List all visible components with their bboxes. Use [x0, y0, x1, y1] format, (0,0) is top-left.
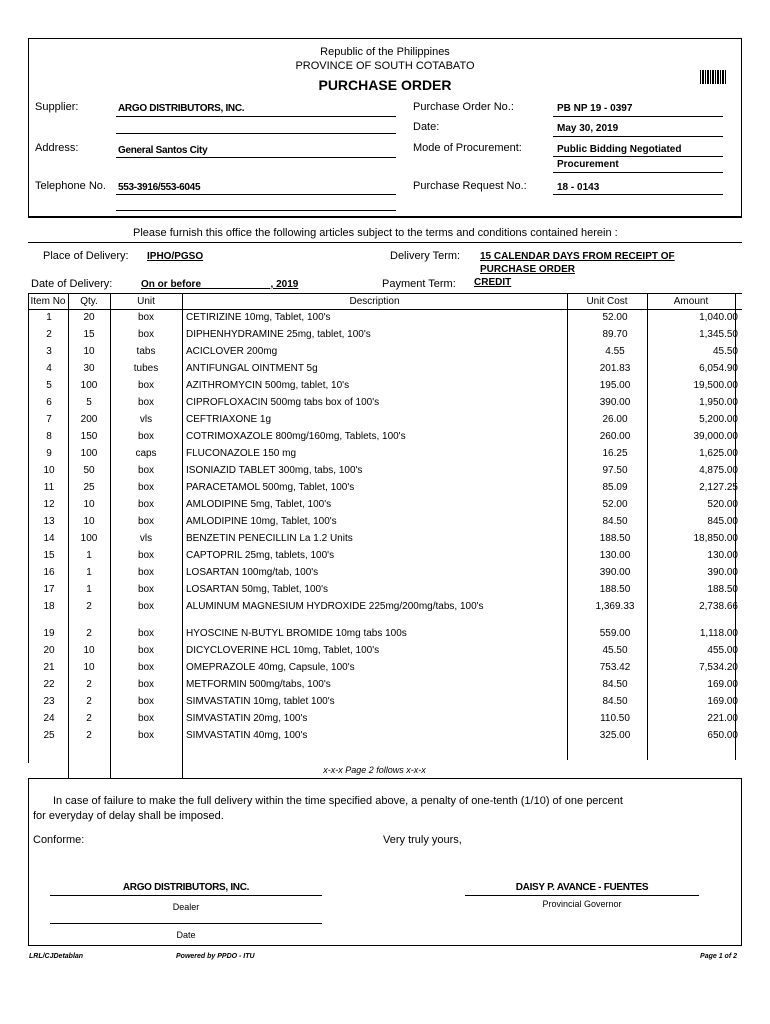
barcode-icon [700, 70, 726, 84]
table-row [30, 514, 740, 531]
table-row [30, 582, 740, 599]
description-cell: CEFTRIAXONE 1g [186, 414, 272, 425]
amount-cell: 2,127.25 [699, 482, 738, 493]
amount-cell: 45.50 [712, 346, 738, 357]
unit-cell: box [137, 696, 155, 707]
signature-date-label: Date [176, 930, 196, 940]
mode-label: Mode of Procurement: [413, 142, 522, 154]
unit-cost-cell: 260.00 [599, 431, 631, 442]
unit-cell: box [137, 601, 155, 612]
item-no-cell: 19 [43, 628, 55, 639]
amount-cell: 845.00 [707, 516, 738, 527]
item-no-cell: 1 [46, 312, 52, 323]
table-row [30, 711, 740, 728]
description-cell: OMEPRAZOLE 40mg, Capsule, 100's [186, 662, 355, 673]
qty-cell: 1 [86, 584, 92, 595]
item-no-cell: 25 [43, 730, 55, 741]
payment-term-value: CREDIT [474, 277, 512, 288]
unit-cell: tubes [133, 363, 159, 374]
amount-cell: 1,625.00 [699, 448, 738, 459]
amount-cell: 1,040.00 [699, 312, 738, 323]
official-name: DAISY P. AVANCE - FUENTES [515, 882, 649, 893]
item-no-cell: 22 [43, 679, 55, 690]
table-row [30, 429, 740, 446]
mode-value-2: Procurement [557, 159, 619, 170]
unit-cell: box [137, 329, 155, 340]
date-of-delivery-value: On or before ____________, 2019 [141, 279, 299, 290]
amount-cell: 5,200.00 [699, 414, 738, 425]
description-cell: DICYCLOVERINE HCL 10mg, Tablet, 100's [186, 645, 380, 656]
unit-cost-cell: 110.50 [600, 713, 630, 724]
item-no-cell: 12 [43, 499, 55, 510]
qty-cell: 2 [86, 713, 92, 724]
supplier-underline [116, 116, 396, 117]
description-cell: AZITHROMYCIN 500mg, tablet, 10's [186, 380, 350, 391]
unit-cell: box [137, 730, 155, 741]
province-text: PROVINCE OF SOUTH COTABATO [295, 60, 475, 72]
unit-cost-cell: 97.50 [602, 465, 628, 476]
telephone-underline [116, 194, 396, 195]
table-row [30, 677, 740, 694]
unit-cell: box [137, 397, 155, 408]
unit-cost-cell: 195.00 [599, 380, 631, 391]
footer-initials: LRL/CJDetablan [29, 953, 84, 960]
unit-cell: box [137, 465, 155, 476]
qty-cell: 5 [86, 397, 92, 408]
closing-text: Very truly yours, [383, 834, 462, 846]
po-label: Purchase Order No.: [413, 101, 514, 113]
table-row [30, 395, 740, 412]
unit-cost-cell: 188.50 [599, 584, 631, 595]
table-row [30, 480, 740, 497]
continuation-note: x-x-x Page 2 follows x-x-x [323, 765, 426, 775]
unit-cell: box [137, 567, 155, 578]
table-row [30, 531, 740, 548]
header-divider [28, 216, 742, 217]
item-no-cell: 4 [46, 363, 52, 374]
qty-cell: 2 [86, 730, 92, 741]
description-cell: CETIRIZINE 10mg, Tablet, 100's [186, 312, 331, 323]
amount-cell: 7,534.20 [699, 662, 738, 673]
description-cell: SIMVASTATIN 20mg, 100's [186, 713, 308, 724]
table-row [30, 463, 740, 480]
item-no-cell: 17 [43, 584, 55, 595]
place-of-delivery-label: Place of Delivery: [43, 250, 129, 262]
pr-underline [553, 194, 723, 195]
unit-cell: box [137, 431, 155, 442]
description-cell: ISONIAZID TABLET 300mg, tabs, 100's [186, 465, 363, 476]
table-row [30, 565, 740, 582]
unit-cost-cell: 1,369.33 [595, 601, 635, 612]
unit-cost-cell: 390.00 [599, 397, 631, 408]
item-no-cell: 9 [46, 448, 52, 459]
table-left-border [28, 293, 29, 763]
amount-cell: 130.00 [707, 550, 738, 561]
amount-cell: 169.00 [707, 696, 738, 707]
date-signature-line [50, 923, 322, 924]
description-cell: AMLODIPINE 5mg, Tablet, 100's [186, 499, 332, 510]
description-cell: AMLODIPINE 10mg, Tablet, 100's [186, 516, 337, 527]
item-no-cell: 15 [43, 550, 55, 561]
description-cell: LOSARTAN 100mg/tab, 100's [186, 567, 319, 578]
table-row [30, 694, 740, 711]
table-row [30, 599, 740, 626]
amount-cell: 650.00 [707, 730, 738, 741]
unit-cost-cell: 26.00 [602, 414, 628, 425]
unit-cost-cell: 16.25 [602, 448, 628, 459]
page-title: PURCHASE ORDER [318, 77, 452, 93]
footer-page-number: Page 1 of 2 [700, 953, 737, 960]
qty-cell: 2 [86, 696, 92, 707]
date-underline [553, 136, 723, 137]
description-cell: LOSARTAN 50mg, Tablet, 100's [186, 584, 328, 595]
header-unit-cost: Unit Cost [586, 296, 628, 307]
amount-cell: 221.00 [707, 713, 738, 724]
unit-cost-cell: 84.50 [602, 696, 628, 707]
description-cell: ACICLOVER 200mg [186, 346, 278, 357]
telephone-value: 553-3916/553-6045 [118, 182, 201, 193]
qty-cell: 200 [80, 414, 98, 425]
amount-cell: 390.00 [707, 567, 738, 578]
telephone-underline-2 [116, 210, 396, 211]
supplier-value: ARGO DISTRIBUTORS, INC. [118, 103, 245, 114]
qty-cell: 2 [86, 601, 92, 612]
description-cell: SIMVASTATIN 10mg, tablet 100's [186, 696, 335, 707]
address-value: General Santos City [118, 145, 208, 156]
amount-cell: 1,950.00 [699, 397, 738, 408]
item-no-cell: 10 [43, 465, 55, 476]
table-row [30, 344, 740, 361]
item-no-cell: 6 [46, 397, 52, 408]
unit-cost-cell: 559.00 [599, 628, 631, 639]
table-row [30, 412, 740, 429]
qty-cell: 2 [86, 679, 92, 690]
unit-cell: vls [139, 533, 153, 544]
official-title: Provincial Governor [542, 899, 622, 909]
unit-cell: box [137, 312, 155, 323]
item-no-cell: 23 [43, 696, 55, 707]
mode-underline-2 [553, 172, 723, 173]
qty-cell: 10 [83, 662, 95, 673]
amount-cell: 2,738.66 [699, 601, 738, 612]
po-value: PB NP 19 - 0397 [557, 103, 633, 114]
unit-cost-cell: 89.70 [602, 329, 628, 340]
mode-underline [553, 156, 723, 157]
qty-cell: 100 [80, 448, 98, 459]
unit-cell: box [137, 628, 155, 639]
qty-cell: 10 [83, 645, 95, 656]
dealer-name: ARGO DISTRIBUTORS, INC. [122, 882, 250, 893]
unit-cost-cell: 325.00 [599, 730, 631, 741]
description-cell: FLUCONAZOLE 150 mg [186, 448, 297, 459]
unit-cost-cell: 390.00 [599, 567, 631, 578]
item-no-cell: 8 [46, 431, 52, 442]
description-cell: SIMVASTATIN 40mg, 100's [186, 730, 308, 741]
description-cell: COTRIMOXAZOLE 800mg/160mg, Tablets, 100's [186, 431, 406, 442]
amount-cell: 6,054.90 [699, 363, 738, 374]
unit-cell: box [137, 482, 155, 493]
delivery-term-label: Delivery Term: [390, 250, 461, 262]
qty-cell: 2 [86, 628, 92, 639]
unit-cell: box [137, 499, 155, 510]
amount-cell: 19,500.00 [693, 380, 738, 391]
header-item-no: Item No [30, 296, 66, 307]
header-amount: Amount [673, 296, 709, 307]
qty-cell: 10 [83, 346, 95, 357]
qty-cell: 100 [80, 533, 98, 544]
table-row [30, 497, 740, 514]
amount-cell: 39,000.00 [693, 431, 738, 442]
address-label: Address: [35, 142, 79, 154]
amount-cell: 18,850.00 [693, 533, 738, 544]
unit-cell: box [137, 713, 155, 724]
unit-cost-cell: 52.00 [602, 312, 628, 323]
qty-cell: 20 [83, 312, 95, 323]
header-qty: Qty. [80, 296, 98, 307]
table-row [30, 378, 740, 395]
description-cell: METFORMIN 500mg/tabs, 100's [186, 679, 331, 690]
unit-cell: tabs [136, 346, 156, 357]
po-underline [553, 116, 723, 117]
unit-cost-cell: 130.00 [599, 550, 631, 561]
item-no-cell: 21 [43, 662, 55, 673]
unit-cost-cell: 4.55 [605, 346, 625, 357]
unit-cost-cell: 188.50 [599, 533, 631, 544]
qty-cell: 100 [80, 380, 98, 391]
item-no-cell: 3 [46, 346, 52, 357]
unit-cost-cell: 45.50 [602, 645, 628, 656]
amount-cell: 169.00 [707, 679, 738, 690]
delivery-term-value-2: PURCHASE ORDER [480, 264, 576, 275]
pr-label: Purchase Request No.: [413, 180, 527, 192]
delivery-term-value-1: 15 CALENDAR DAYS FROM RECEIPT OF [480, 251, 675, 262]
penalty-line-1: In case of failure to make the full delivery within the time specified above, a penalty of one-tenth (1/10) of one percent [53, 795, 623, 807]
description-cell: CIPROFLOXACIN 500mg tabs box of 100's [186, 397, 380, 408]
unit-cell: box [137, 645, 155, 656]
amount-cell: 520.00 [707, 499, 738, 510]
unit-cost-cell: 52.00 [602, 499, 628, 510]
description-cell: PARACETAMOL 500mg, Tablet, 100's [186, 482, 355, 493]
table-row [30, 327, 740, 344]
item-no-cell: 14 [43, 533, 55, 544]
item-no-cell: 24 [43, 713, 55, 724]
amount-cell: 1,118.00 [699, 628, 738, 639]
qty-cell: 10 [83, 499, 95, 510]
table-top-line [28, 293, 742, 294]
description-cell: ALUMINUM MAGNESIUM HYDROXIDE 225mg/200mg/tabs, 100's [186, 601, 484, 612]
table-row [30, 310, 740, 327]
unit-cell: vls [139, 414, 153, 425]
unit-cell: box [137, 584, 155, 595]
qty-cell: 15 [83, 329, 95, 340]
table-row [30, 548, 740, 565]
official-signature-line [465, 895, 699, 896]
unit-cell: box [137, 516, 155, 527]
table-row [30, 728, 740, 745]
table-row [30, 626, 740, 643]
item-no-cell: 20 [43, 645, 55, 656]
amount-cell: 455.00 [707, 645, 738, 656]
table-row [30, 446, 740, 463]
header-description: Description [349, 296, 400, 307]
item-no-cell: 7 [46, 414, 52, 425]
date-label: Date: [413, 121, 440, 133]
telephone-label: Telephone No. [35, 180, 106, 192]
description-cell: CAPTOPRIL 25mg, tablets, 100's [186, 550, 335, 561]
description-cell: ANTIFUNGAL OINTMENT 5g [186, 363, 318, 374]
item-no-cell: 18 [43, 601, 55, 612]
pr-value: 18 - 0143 [557, 182, 600, 193]
qty-cell: 1 [86, 567, 92, 578]
table-row [30, 660, 740, 677]
unit-cell: box [137, 679, 155, 690]
unit-cost-cell: 201.83 [599, 363, 631, 374]
item-no-cell: 13 [43, 516, 55, 527]
item-no-cell: 16 [43, 567, 55, 578]
unit-cost-cell: 753.42 [599, 662, 631, 673]
date-value: May 30, 2019 [557, 123, 619, 134]
amount-cell: 188.50 [707, 584, 738, 595]
item-no-cell: 5 [46, 380, 52, 391]
unit-cost-cell: 84.50 [602, 679, 628, 690]
supplier-underline-2 [116, 133, 396, 134]
table-row [30, 361, 740, 378]
unit-cell: box [137, 662, 155, 673]
unit-cell: box [137, 380, 155, 391]
payment-term-label: Payment Term: [382, 278, 456, 290]
supplier-label: Supplier: [35, 101, 79, 113]
unit-cell: box [137, 550, 155, 561]
qty-cell: 50 [83, 465, 95, 476]
description-cell: DIPHENHYDRAMINE 25mg, tablet, 100's [186, 329, 371, 340]
instructions-text: Please furnish this office the following articles subject to the terms and conditions contained herein : [133, 227, 618, 239]
qty-cell: 1 [86, 550, 92, 561]
address-underline [116, 157, 396, 158]
description-cell: BENZETIN PENECILLIN La 1.2 Units [186, 533, 353, 544]
footer-powered-by: Powered by PPDO - ITU [176, 953, 255, 960]
dealer-label: Dealer [172, 902, 200, 912]
penalty-line-2: for everyday of delay shall be imposed. [33, 810, 224, 822]
table-row [30, 643, 740, 660]
header-unit: Unit [137, 296, 155, 307]
amount-cell: 1,345.50 [699, 329, 738, 340]
item-no-cell: 2 [46, 329, 52, 340]
qty-cell: 10 [83, 516, 95, 527]
republic-text: Republic of the Philippines [320, 46, 450, 58]
amount-cell: 4,875.00 [699, 465, 738, 476]
unit-cost-cell: 85.09 [602, 482, 628, 493]
unit-cost-cell: 84.50 [602, 516, 628, 527]
qty-cell: 150 [80, 431, 98, 442]
conforme-label: Conforme: [33, 834, 85, 846]
qty-cell: 30 [83, 363, 95, 374]
dealer-signature-line [50, 895, 322, 896]
place-of-delivery-value: IPHO/PGSO [147, 251, 204, 262]
description-cell: HYOSCINE N-BUTYL BROMIDE 10mg tabs 100s [186, 628, 407, 639]
instructions-divider [28, 242, 742, 243]
item-no-cell: 11 [43, 482, 55, 493]
date-of-delivery-label: Date of Delivery: [31, 278, 113, 290]
qty-cell: 25 [83, 482, 95, 493]
unit-cell: caps [135, 448, 157, 459]
mode-value-1: Public Bidding Negotiated [557, 144, 682, 155]
